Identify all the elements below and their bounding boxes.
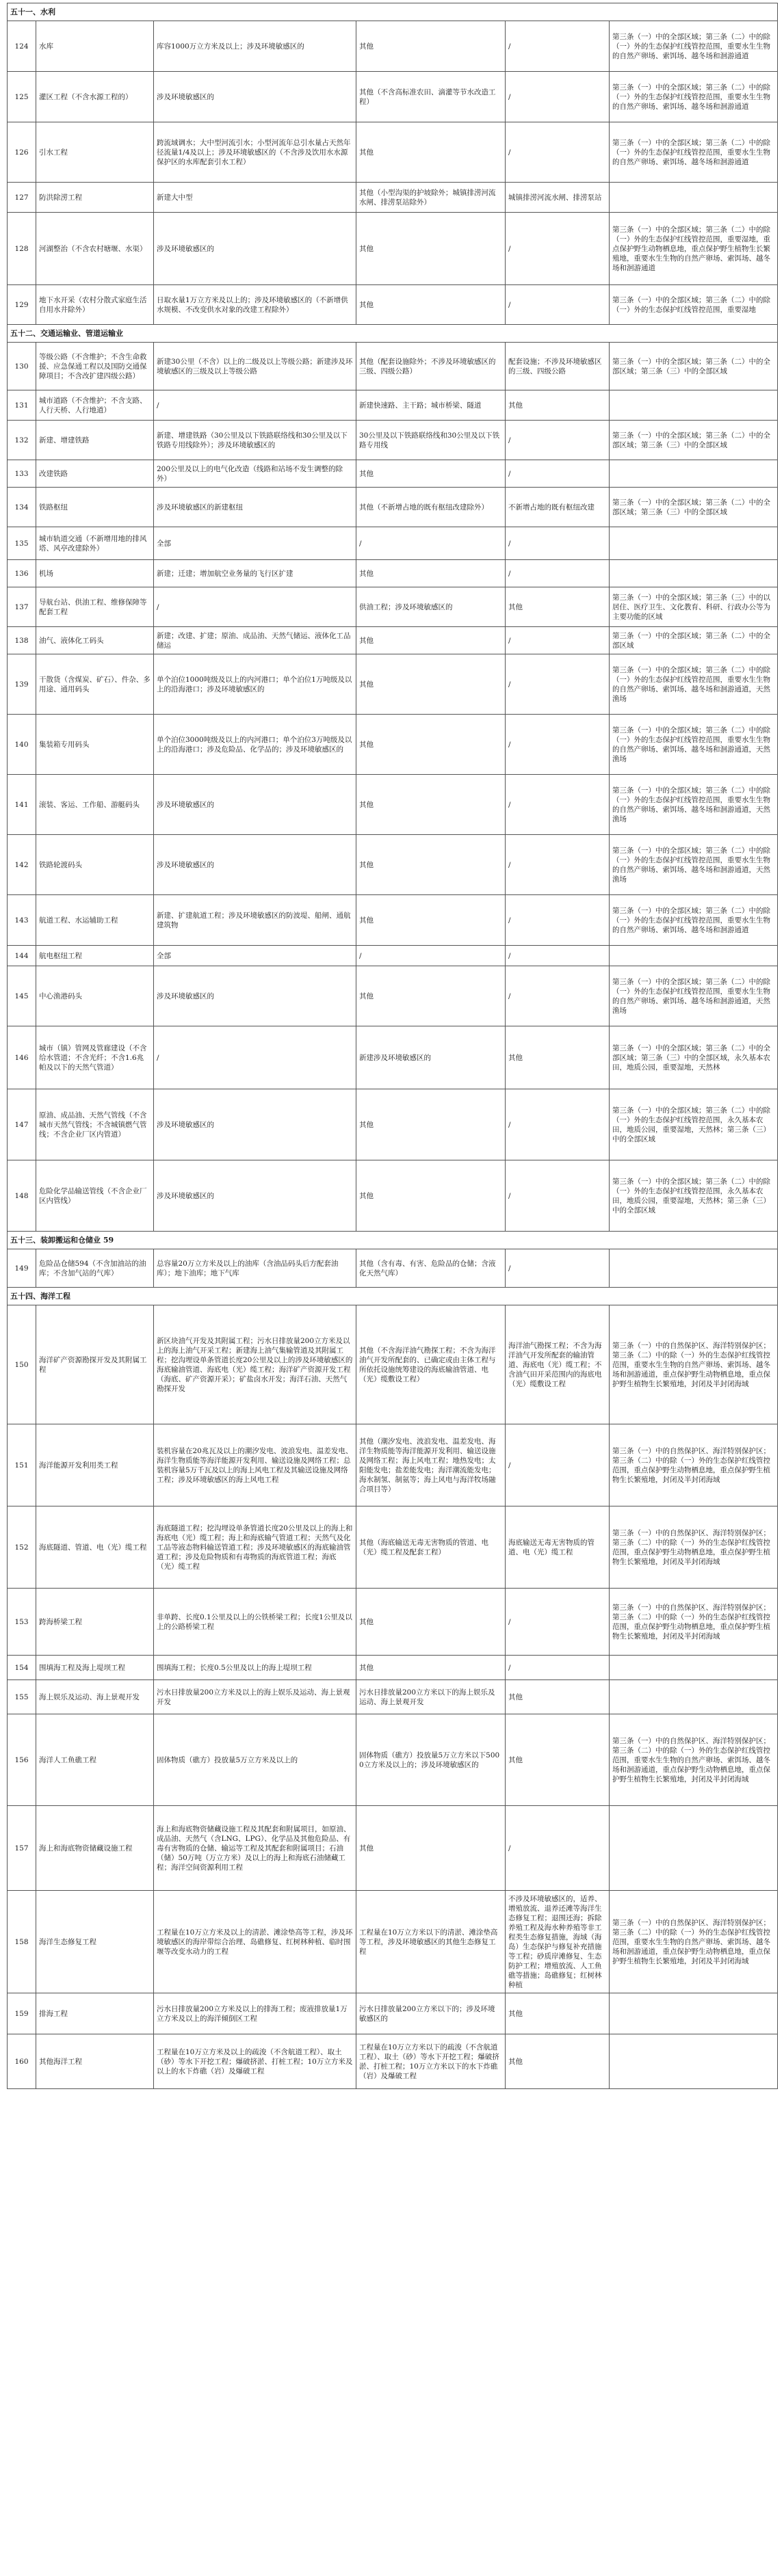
table-row [8, 835, 778, 895]
table-row [8, 1589, 778, 1656]
project-category: 海上和海底物资储藏设施工程 [36, 1806, 154, 1891]
row-number: 150 [8, 1305, 36, 1424]
sensitive-area-criteria: 第三条（一）中的自然保护区、海洋特别保护区；第三条（二）中的除（一）外的生态保护红线管控范围，重要水生生物的自然产卵场、索饵场、越冬场和洄游通道，重点保护野生动物栖息地，重点保护野生植物生长繁殖地，封闭及半封闭海域 [610, 1891, 778, 1993]
report-table-criteria: / [356, 527, 506, 560]
report-form-criteria: 涉及环境敏感区的 [154, 966, 356, 1026]
report-form-criteria: / [154, 1026, 356, 1089]
project-category: 海洋能源开发利用类工程 [36, 1424, 154, 1506]
project-category: 油气、液体化工码头 [36, 627, 154, 654]
report-form-criteria: 固体物质（礁方）投放量5万立方米及以上的 [154, 1714, 356, 1806]
report-table-criteria: 其他 [356, 1806, 506, 1891]
row-number: 141 [8, 775, 36, 835]
project-category: 引水工程 [36, 122, 154, 183]
report-form-criteria: 200公里及以上的电气化改造（线路和站场不发生调整的除外） [154, 460, 356, 488]
report-table-criteria: 其他（海底输送无毒无害物质的管道、电（光）缆工程及配套工程） [356, 1506, 506, 1589]
table-row [8, 560, 778, 587]
sensitive-area-criteria [610, 560, 778, 587]
row-number: 139 [8, 654, 36, 715]
table-row [8, 1891, 778, 1993]
report-table-criteria: 工程量在10万立方米以下的清淤、滩涂垫高等工程，涉及环境敏感区的其他生态修复工程 [356, 1891, 506, 1993]
report-table-criteria: 其他 [356, 627, 506, 654]
table-row [8, 1680, 778, 1714]
registration-form-criteria: / [506, 1806, 610, 1891]
project-category: 危险化学品输送管线（不含企业厂区内管线） [36, 1160, 154, 1232]
table-row [8, 1160, 778, 1232]
project-category: 海洋人工鱼礁工程 [36, 1714, 154, 1806]
table-body [8, 3, 778, 2089]
report-form-criteria: 总容量20万立方米及以上的油库（含油品码头后方配套油库）；地下油库；地下气库 [154, 1249, 356, 1288]
row-number: 137 [8, 587, 36, 627]
report-form-criteria: / [154, 390, 356, 421]
report-table-criteria: 其他 [356, 775, 506, 835]
registration-form-criteria: / [506, 560, 610, 587]
row-number: 124 [8, 21, 36, 72]
report-table-criteria: 其他 [356, 1160, 506, 1232]
section-title: 五十一、水利 [8, 3, 778, 21]
project-category: 导航台站、供油工程、维修保障等配套工程 [36, 587, 154, 627]
project-category: 滚装、客运、工作船、游艇码头 [36, 775, 154, 835]
report-form-criteria: 非单跨、长度0.1公里及以上的公铁桥梁工程；长度1公里及以上的公路桥梁工程 [154, 1589, 356, 1656]
row-number: 149 [8, 1249, 36, 1288]
report-form-criteria: 全部 [154, 946, 356, 966]
registration-form-criteria: 不新增占地的既有枢纽改建 [506, 488, 610, 527]
section-header-row [8, 1232, 778, 1249]
sensitive-area-criteria [610, 1249, 778, 1288]
table-row [8, 421, 778, 460]
section-title: 五十二、交通运输业、管道运输业 [8, 325, 778, 343]
registration-form-criteria: / [506, 835, 610, 895]
table-row [8, 72, 778, 122]
sensitive-area-criteria: 第三条（一）中的全部区域；第三条（二）中的除（一）外的生态保护红线管控范围，重要水生生物的自然产卵场、索饵场、越冬场和洄游通道 [610, 122, 778, 183]
report-form-criteria: 海底隧道工程；挖沟埋设单条管道长度20公里及以上的海上和海底电（光）缆工程；海上和海底输气管道工程；天然气及化工品等液态物料输送管道工程；涉及环境敏感区的海底输油管道工程；涉及危险物质和有毒物质的海底管道工程；海底（光）缆工程 [154, 1506, 356, 1589]
report-form-criteria: 新区块油气开发及其附属工程；污水日排放量200立方米及以上的海上油气开采工程；新建海上油气集输管道及其附属工程；挖沟埋设单条管道长度20公里及以上的涉及环境敏感区的海底输油管道、海底电（光）缆工程；海洋矿产资源开发工程（海底、矿产资源开采）；矿盐卤水开发；海洋石油、天然气勘探开发 [154, 1305, 356, 1424]
table-row [8, 122, 778, 183]
report-table-criteria: 供油工程；涉及环境敏感区的 [356, 587, 506, 627]
sensitive-area-criteria: 第三条（一）中的全部区域；第三条（二）中的除（一）外的生态保护红线管控范围，重要水生生物的自然产卵场、索饵场、越冬场和洄游通道，天然渔场 [610, 775, 778, 835]
table-row [8, 1993, 778, 2034]
table-row [8, 527, 778, 560]
table-row [8, 1424, 778, 1506]
report-form-criteria: 单个泊位1000吨级及以上的内河港口；单个泊位1万吨级及以上的沿海港口；涉及环境敏感区的 [154, 654, 356, 715]
row-number: 144 [8, 946, 36, 966]
row-number: 135 [8, 527, 36, 560]
project-category: 海底隧道、管道、电（光）缆工程 [36, 1506, 154, 1589]
sensitive-area-criteria: 第三条（一）中的自然保护区、海洋特别保护区；第三条（二）中的除（一）外的生态保护红线管控范围，重要水生生物的自然产卵场、索饵场、越冬场和洄游通道，重点保护野生动物栖息地，重点保护野生植物生长繁殖地，封闭及半封闭海域 [610, 1305, 778, 1424]
table-row [8, 627, 778, 654]
report-table-criteria: 其他 [356, 1656, 506, 1680]
sensitive-area-criteria: 第三条（一）中的全部区域；第三条（二）中的除（一）外的生态保护红线管控范围，重要水生生物的自然产卵场、索饵场、越冬场和洄游通道，天然渔场 [610, 715, 778, 775]
report-table-criteria: 其他 [356, 895, 506, 946]
report-table-criteria: 其他 [356, 654, 506, 715]
project-category: 灌区工程（不含水源工程的） [36, 72, 154, 122]
project-category: 等级公路（不含维护；不含生命救援、应急保通工程以及国防交通保障项目；不含改扩建四级公路） [36, 343, 154, 390]
report-table-criteria: 其他 [356, 460, 506, 488]
report-table-criteria: 30公里及以下铁路联络线和30公里及以下铁路专用线 [356, 421, 506, 460]
row-number: 142 [8, 835, 36, 895]
sensitive-area-criteria: 第三条（一）中的全部区域；第三条（二）中的全部区域；第三条（三）中的全部区域 [610, 488, 778, 527]
row-number: 127 [8, 183, 36, 213]
report-form-criteria: 涉及环境敏感区的 [154, 775, 356, 835]
project-category: 排海工程 [36, 1993, 154, 2034]
report-form-criteria: 日取水量1万立方米及以上的；涉及环境敏感区的（不新增供水规模、不改变供水对象的改建工程除外） [154, 285, 356, 325]
table-row [8, 1089, 778, 1160]
registration-form-criteria: / [506, 627, 610, 654]
report-form-criteria: 跨流域调水；大中型河流引水；小型河流年总引水量占天然年径流量1/4及以上；涉及环境敏感区的（不含涉及饮用水水源保护区的水库配套引水工程） [154, 122, 356, 183]
sensitive-area-criteria: 第三条（一）中的全部区域；第三条（二）中的除（一）外的生态保护红线管控范围，重要湿地，重点保护野生动物栖息地，重点保护野生植物生长繁殖地，重要水生生物的自然产卵场、索饵场、越冬场和洄游通道 [610, 213, 778, 285]
report-form-criteria: 新建；迁建；增加航空业务量的飞行区扩建 [154, 560, 356, 587]
registration-form-criteria: / [506, 715, 610, 775]
registration-form-criteria: / [506, 654, 610, 715]
table-row [8, 1249, 778, 1288]
sensitive-area-criteria [610, 1806, 778, 1891]
report-form-criteria: 涉及环境敏感区的 [154, 213, 356, 285]
project-category: 航道工程、水运辅助工程 [36, 895, 154, 946]
sensitive-area-criteria [610, 2034, 778, 2089]
registration-form-criteria: / [506, 460, 610, 488]
report-form-criteria: 新建、扩建航道工程；涉及环境敏感区的防波堤、船闸、通航建筑物 [154, 895, 356, 946]
table-row [8, 1656, 778, 1680]
table-row [8, 715, 778, 775]
report-form-criteria: 污水日排放量200立方米及以上的排海工程；废液排放量1万立方米及以上的海洋倾倒区工程 [154, 1993, 356, 2034]
table-row [8, 2034, 778, 2089]
row-number: 158 [8, 1891, 36, 1993]
sensitive-area-criteria [610, 1656, 778, 1680]
sensitive-area-criteria: 第三条（一）中的全部区域；第三条（二）中的除（一）外的生态保护红线管控范围，重要湿地 [610, 285, 778, 325]
project-category: 铁路轮渡码头 [36, 835, 154, 895]
row-number: 136 [8, 560, 36, 587]
report-form-criteria: 涉及环境敏感区的 [154, 72, 356, 122]
registration-form-criteria: / [506, 946, 610, 966]
registration-form-criteria: 其他 [506, 1026, 610, 1089]
report-table-criteria: 其他 [356, 966, 506, 1026]
report-table-criteria: 污水日排放量200立方米以下的；涉及环境敏感区的 [356, 1993, 506, 2034]
project-category: 新建、增建铁路 [36, 421, 154, 460]
table-row [8, 488, 778, 527]
registration-form-criteria: / [506, 895, 610, 946]
table-row [8, 1714, 778, 1806]
row-number: 146 [8, 1026, 36, 1089]
report-form-criteria: 装机容量在20兆瓦及以上的潮汐发电、波浪发电、温差发电、海洋生物质能等海洋能源开发利用、输送设施及网络工程；总装机容量5万千瓦及以上的海上风电工程及其输送设施及网络工程；涉及环境敏感区的海上风电工程 [154, 1424, 356, 1506]
row-number: 159 [8, 1993, 36, 2034]
sensitive-area-criteria: 第三条（一）中的全部区域；第三条（二）中的全部区域；第三条（三）中的全部区域 [610, 343, 778, 390]
project-category: 干散货（含煤炭、矿石）、件杂、多用途、通用码头 [36, 654, 154, 715]
project-category: 其他海洋工程 [36, 2034, 154, 2089]
table-row [8, 587, 778, 627]
registration-form-criteria: 其他 [506, 1993, 610, 2034]
table-row [8, 390, 778, 421]
table-row [8, 343, 778, 390]
row-number: 132 [8, 421, 36, 460]
report-form-criteria: / [154, 587, 356, 627]
report-form-criteria: 新建、增建铁路（30公里及以下铁路联络线和30公里及以下铁路专用线除外）；涉及环境敏感区的 [154, 421, 356, 460]
row-number: 138 [8, 627, 36, 654]
project-category: 城市道路（不含维护；不含支路、人行天桥、人行地道） [36, 390, 154, 421]
report-form-criteria: 库容1000万立方米及以上；涉及环境敏感区的 [154, 21, 356, 72]
registration-form-criteria: 海底输送无毒无害物质的管道、电（光）缆工程 [506, 1506, 610, 1589]
table-row [8, 775, 778, 835]
report-table-criteria: 其他（潮汐发电、波浪发电、温差发电、海洋生物质能等海洋能源开发利用、输送设施及网络工程；海上风电工程；地热发电；太阳能发电；盐差能发电；海洋潮流能发电；海水制氢、制氨等；海上风电与海洋牧场融合项目等） [356, 1424, 506, 1506]
registration-form-criteria: / [506, 1249, 610, 1288]
row-number: 143 [8, 895, 36, 946]
report-form-criteria: 新建；改建、扩建；原油、成品油、天然气储运、液体化工品储运 [154, 627, 356, 654]
sensitive-area-criteria [610, 390, 778, 421]
row-number: 140 [8, 715, 36, 775]
project-category: 改建铁路 [36, 460, 154, 488]
registration-form-criteria: / [506, 21, 610, 72]
row-number: 155 [8, 1680, 36, 1714]
sensitive-area-criteria: 第三条（一）中的自然保护区、海洋特别保护区；第三条（二）中的除（一）外的生态保护红线管控范围，重点保护野生动物栖息地，重点保护野生植物生长繁殖地，封闭及半封闭海域 [610, 1589, 778, 1656]
registration-form-criteria: 不涉及环境敏感区的，适养、增殖放流、退养还滩等海洋生态修复工程；退围还海；拆除养殖工程及海水种养殖等非工程类生态修复措施，海域（海岛）生态保护与修复补充措施等工程；砂质岸滩修复、生态防护工程；增殖放流、人工鱼礁等措施；岛礁修复；红树林种植 [506, 1891, 610, 1993]
registration-form-criteria: / [506, 1424, 610, 1506]
report-table-criteria: 其他 [356, 1089, 506, 1160]
table-row [8, 21, 778, 72]
project-category: 水库 [36, 21, 154, 72]
report-table-criteria: 其他 [356, 213, 506, 285]
sensitive-area-criteria [610, 183, 778, 213]
registration-form-criteria: 其他 [506, 587, 610, 627]
report-table-criteria: 其他 [356, 715, 506, 775]
section-title: 五十三、装卸搬运和仓储业 59 [8, 1232, 778, 1249]
report-table-criteria: 工程量在10万立方米以下的疏浚（不含航道工程）、取土（砂）等水下开挖工程；爆破挤淤、打桩工程；10万立方米以下的水下炸礁（岩）及爆破工程 [356, 2034, 506, 2089]
sensitive-area-criteria: 第三条（一）中的全部区域；第三条（二）中的除（一）外的生态保护红线管控范围，永久基本农田，地质公园，重要湿地，天然林；第三条（三）中的全部区域 [610, 1089, 778, 1160]
project-category: 围填海工程及海上堤坝工程 [36, 1656, 154, 1680]
registration-form-criteria: / [506, 285, 610, 325]
project-category: 防洪除涝工程 [36, 183, 154, 213]
report-table-criteria: 其他 [356, 21, 506, 72]
sensitive-area-criteria: 第三条（一）中的自然保护区、海洋特别保护区；第三条（二）中的除（一）外的生态保护红线管控范围，重点保护野生动物栖息地，重点保护野生植物生长繁殖地，封闭及半封闭海域 [610, 1424, 778, 1506]
sensitive-area-criteria: 第三条（一）中的全部区域；第三条（二）中的除（一）外的生态保护红线管控范围，重要水生生物的自然产卵场、索饵场、越冬场和洄游通道，天然渔场 [610, 835, 778, 895]
table-row [8, 966, 778, 1026]
row-number: 148 [8, 1160, 36, 1232]
table-row [8, 1506, 778, 1589]
report-form-criteria: 海上和海底物资储藏设施工程及其配套和附属项目，如原油、成品油、天然气（含LNG、LPG）、化学品及其他危险品、有毒有害物质的仓储、输运等工程及其配套和附属项目；石油（储）50万吨（万立方米）及以上的海上和海底石油储藏工程；海洋空间资源利用工程 [154, 1806, 356, 1891]
section-header-row [8, 1288, 778, 1305]
sensitive-area-criteria: 第三条（一）中的全部区域；第三条（二）中的除（一）外的生态保护红线管控范围，重要水生生物的自然产卵场、索饵场、越冬场和洄游通道 [610, 21, 778, 72]
sensitive-area-criteria: 第三条（一）中的全部区域；第三条（二）中的除（一）外的生态保护红线管控范围，重要水生生物的自然产卵场、索饵场、越冬场和洄游通道 [610, 72, 778, 122]
sensitive-area-criteria: 第三条（一）中的全部区域；第三条（二）中的除（一）外的生态保护红线管控范围，重要水生生物的自然产卵场、索饵场、越冬场和洄游通道，天然渔场 [610, 654, 778, 715]
report-table-criteria: 污水日排放量200立方米以下的海上娱乐及运动、海上景观开发 [356, 1680, 506, 1714]
project-category: 中心渔港码头 [36, 966, 154, 1026]
table-row [8, 460, 778, 488]
registration-form-criteria: / [506, 1656, 610, 1680]
report-table-criteria: 其他（不新增占地的既有枢纽改建除外） [356, 488, 506, 527]
registration-form-criteria: 其他 [506, 1714, 610, 1806]
report-table-criteria: 其他 [356, 835, 506, 895]
sensitive-area-criteria: 第三条（一）中的全部区域；第三条（二）中的全部区域 [610, 627, 778, 654]
row-number: 130 [8, 343, 36, 390]
registration-form-criteria: 其他 [506, 1680, 610, 1714]
report-table-criteria: 其他 [356, 285, 506, 325]
table-row [8, 946, 778, 966]
sensitive-area-criteria [610, 1993, 778, 2034]
report-table-criteria: 其他 [356, 122, 506, 183]
table-row [8, 895, 778, 946]
section-title: 五十四、海洋工程 [8, 1288, 778, 1305]
row-number: 156 [8, 1714, 36, 1806]
registration-form-criteria: 海洋油气勘探工程；不含为海洋油气开发所配套的输油管道、海底电（光）缆工程；不含油气田开采范围内的海底电（光）缆敷设工程 [506, 1305, 610, 1424]
registration-form-criteria: / [506, 1160, 610, 1232]
project-category: 危险品仓储594（不含加油站的油库；不含加气站的气库） [36, 1249, 154, 1288]
report-table-criteria: 其他 [356, 560, 506, 587]
report-table-criteria: / [356, 946, 506, 966]
registration-form-criteria: / [506, 122, 610, 183]
report-form-criteria: 工程量在10万立方米及以上的疏浚（不含航道工程）、取土（砂）等水下开挖工程；爆破挤淤、打桩工程；10万立方米及以上的水下炸礁（岩）及爆破工程 [154, 2034, 356, 2089]
sensitive-area-criteria: 第三条（一）中的全部区域；第三条（二）中的除（一）外的生态保护红线管控范围，重要水生生物的自然产卵场、索饵场、越冬场和洄游通道 [610, 895, 778, 946]
row-number: 131 [8, 390, 36, 421]
report-form-criteria: 围填海工程；长度0.5公里及以上的海上堤坝工程 [154, 1656, 356, 1680]
report-form-criteria: 涉及环境敏感区的 [154, 1160, 356, 1232]
table-row [8, 285, 778, 325]
project-category: 集装箱专用码头 [36, 715, 154, 775]
report-table-criteria: 其他（配套设施除外；不涉及环境敏感区的三级、四级公路） [356, 343, 506, 390]
sensitive-area-criteria: 第三条（一）中的全部区域；第三条（二）中的除（一）外的生态保护红线管控范围，重要水生生物的自然产卵场、索饵场、越冬场和洄游通道，天然渔场 [610, 966, 778, 1026]
sensitive-area-criteria: 第三条（一）中的全部区域；第三条（二）中的全部区域；第三条（三）中的全部区域，永久基本农田，地质公园，重要湿地，天然林 [610, 1026, 778, 1089]
row-number: 153 [8, 1589, 36, 1656]
project-category: 机场 [36, 560, 154, 587]
row-number: 157 [8, 1806, 36, 1891]
row-number: 125 [8, 72, 36, 122]
sensitive-area-criteria [610, 1680, 778, 1714]
report-form-criteria: 全部 [154, 527, 356, 560]
row-number: 134 [8, 488, 36, 527]
row-number: 145 [8, 966, 36, 1026]
table-row [8, 213, 778, 285]
registration-form-criteria: / [506, 1589, 610, 1656]
registration-form-criteria: / [506, 421, 610, 460]
sensitive-area-criteria: 第三条（一）中的全部区域；第三条（三）中的以居住、医疗卫生、文化教育、科研、行政办公等为主要功能的区域 [610, 587, 778, 627]
table-row [8, 654, 778, 715]
table-row [8, 1806, 778, 1891]
page [7, 3, 777, 2089]
registration-form-criteria: 其他 [506, 2034, 610, 2089]
project-category: 河湖整治（不含农村塘堰、水渠） [36, 213, 154, 285]
table-row [8, 1026, 778, 1089]
row-number: 128 [8, 213, 36, 285]
report-table-criteria: 其他（不含海洋油气勘探工程；不含为海洋油气开发所配套的、已确定或由主体工程与所依托设施统筹建设的海底输油管道、电（光）缆敷设工程） [356, 1305, 506, 1424]
table-row [8, 183, 778, 213]
row-number: 152 [8, 1506, 36, 1589]
project-category: 海洋矿产资源勘探开发及其附属工程 [36, 1305, 154, 1424]
sensitive-area-criteria: 第三条（一）中的自然保护区、海洋特别保护区；第三条（二）中的除（一）外的生态保护红线管控范围，重要水生生物的自然产卵场、索饵场、越冬场和洄游通道，重点保护野生动物栖息地，重点保护野生植物生长繁殖地，封闭及半封闭海域 [610, 1714, 778, 1806]
report-table-criteria: 固体物质（礁方）投放量5万立方米以下5000立方米及以上的；涉及环境敏感区的 [356, 1714, 506, 1806]
sensitive-area-criteria: 第三条（一）中的全部区域；第三条（二）中的全部区域；第三条（三）中的全部区域 [610, 421, 778, 460]
table-row [8, 1305, 778, 1424]
row-number: 151 [8, 1424, 36, 1506]
row-number: 126 [8, 122, 36, 183]
registration-form-criteria: 配套设施；不涉及环境敏感区的三级、四级公路 [506, 343, 610, 390]
registration-form-criteria: 城镇排涝河流水闸、排涝泵站 [506, 183, 610, 213]
project-category: 城市轨道交通（不新增用地的排风塔、风亭改建除外） [36, 527, 154, 560]
report-table-criteria: 其他 [356, 1589, 506, 1656]
report-table-criteria: 新建涉及环境敏感区的 [356, 1026, 506, 1089]
report-table-criteria: 其他（不含高标准农田、滴灌等节水改造工程） [356, 72, 506, 122]
project-category: 城市（镇）管网及管廊建设（不含给水管道；不含光纤；不含1.6兆帕及以下的天然气管道） [36, 1026, 154, 1089]
report-form-criteria: 单个泊位3000吨级及以上的内河港口；单个泊位3万吨级及以上的沿海港口；涉及危险品、化学品的；涉及环境敏感区的 [154, 715, 356, 775]
report-form-criteria: 涉及环境敏感区的 [154, 1089, 356, 1160]
registration-form-criteria: / [506, 1089, 610, 1160]
project-category: 地下水开采（农村分散式家庭生活自用水井除外） [36, 285, 154, 325]
row-number: 160 [8, 2034, 36, 2089]
report-table-criteria: 其他（小型沟渠的护坡除外；城镇排涝河流水闸、排涝泵站除外） [356, 183, 506, 213]
project-category: 跨海桥梁工程 [36, 1589, 154, 1656]
sensitive-area-criteria [610, 946, 778, 966]
sensitive-area-criteria: 第三条（一）中的自然保护区、海洋特别保护区；第三条（二）中的除（一）外的生态保护红线管控范围，重点保护野生动物栖息地，重点保护野生植物生长繁殖地，封闭及半封闭海域 [610, 1506, 778, 1589]
section-header-row [8, 325, 778, 343]
sensitive-area-criteria [610, 527, 778, 560]
registration-form-criteria: / [506, 72, 610, 122]
row-number: 133 [8, 460, 36, 488]
project-category: 海上娱乐及运动、海上景观开发 [36, 1680, 154, 1714]
registration-form-criteria: 其他 [506, 390, 610, 421]
sensitive-area-criteria [610, 460, 778, 488]
report-form-criteria: 工程量在10万立方米及以上的清淤、滩涂垫高等工程，涉及环境敏感区的海岸带综合治理、岛礁修复、红树林种植、临时围堰等改变水动力的工程 [154, 1891, 356, 1993]
registration-form-criteria: / [506, 775, 610, 835]
sensitive-area-criteria: 第三条（一）中的全部区域；第三条（二）中的除（一）外的生态保护红线管控范围，永久基本农田，地质公园，重要湿地，天然林；第三条（三）中的全部区域 [610, 1160, 778, 1232]
registration-form-criteria: / [506, 213, 610, 285]
registration-form-criteria: / [506, 527, 610, 560]
row-number: 154 [8, 1656, 36, 1680]
section-header-row [8, 3, 778, 21]
eia-classification-table [7, 3, 778, 2089]
report-table-criteria: 其他（含有毒、有害、危险品的仓储；含液化天然气库） [356, 1249, 506, 1288]
project-category: 铁路枢纽 [36, 488, 154, 527]
report-table-criteria: 新建快速路、主干路；城市桥梁、隧道 [356, 390, 506, 421]
project-category: 海洋生态修复工程 [36, 1891, 154, 1993]
row-number: 129 [8, 285, 36, 325]
project-category: 原油、成品油、天然气管线（不含城市天然气管线；不含城镇燃气管线；不含企业厂区内管道） [36, 1089, 154, 1160]
report-form-criteria: 涉及环境敏感区的 [154, 835, 356, 895]
project-category: 航电枢纽工程 [36, 946, 154, 966]
report-form-criteria: 涉及环境敏感区的新建枢纽 [154, 488, 356, 527]
report-form-criteria: 新建30公里（不含）以上的二级及以上等级公路；新建涉及环境敏感区的三级及以上等级公路 [154, 343, 356, 390]
row-number: 147 [8, 1089, 36, 1160]
report-form-criteria: 污水日排放量200立方米及以上的海上娱乐及运动、海上景观开发 [154, 1680, 356, 1714]
report-form-criteria: 新建大中型 [154, 183, 356, 213]
registration-form-criteria: / [506, 966, 610, 1026]
